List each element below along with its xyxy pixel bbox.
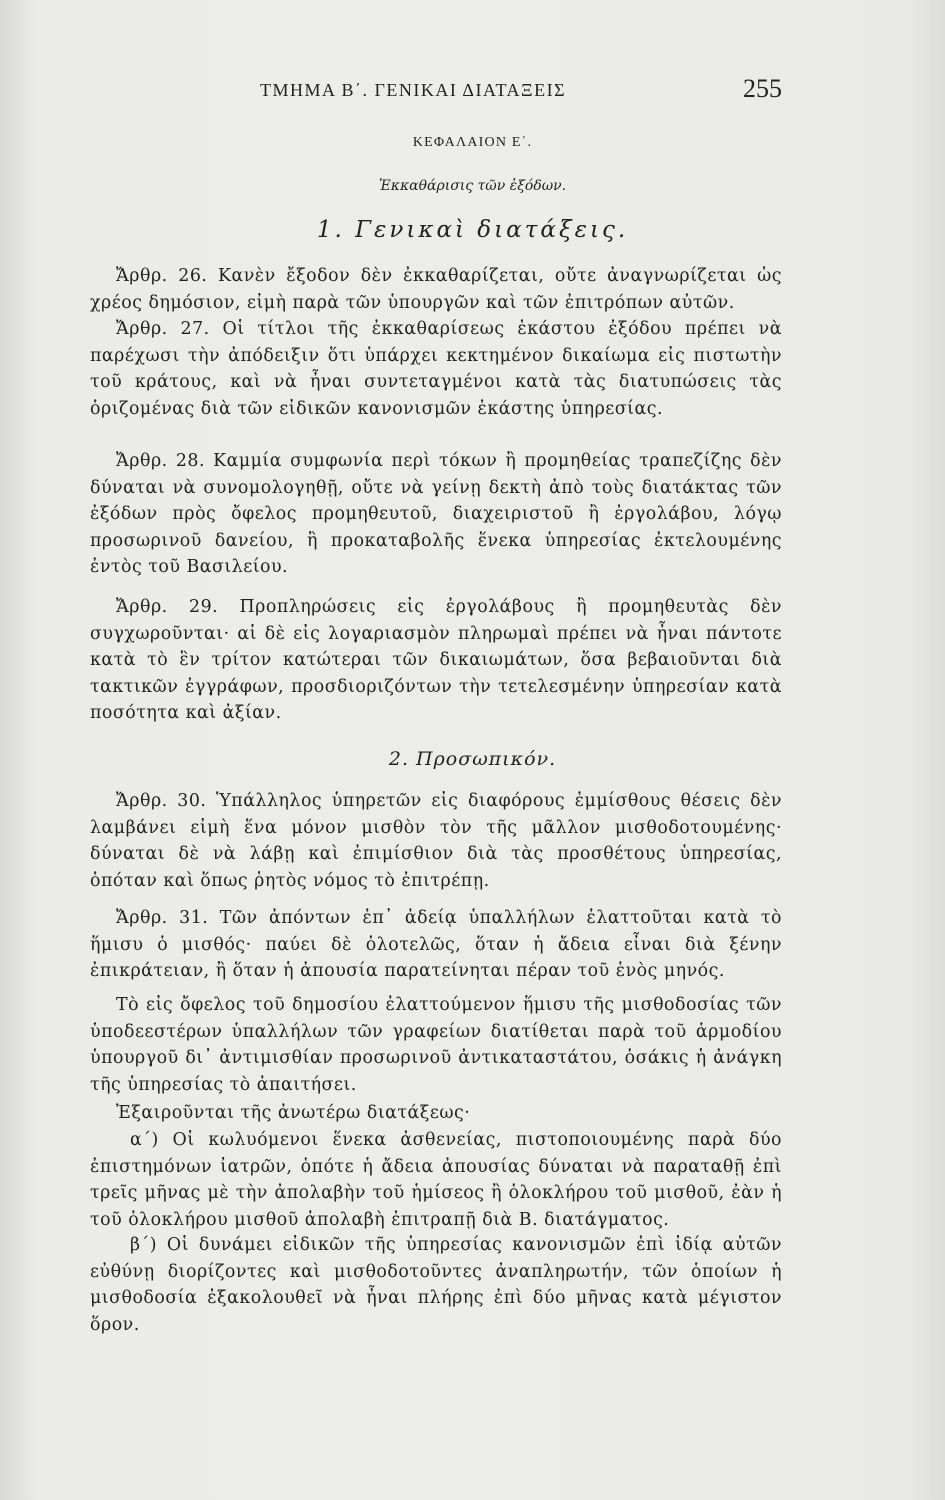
article-28: Ἄρθρ. 28. Καμμία συμφωνία περὶ τόκων ἢ προμηθείας τραπεζίζης δὲν δύναται νὰ συνομολογηθῇ, οὔτε νὰ γείνῃ δεκτὴ ἀπὸ τοὺς διατάκτας τῶν ἐξόδων πρὸς ὄφελος προμηθευτοῦ, διαχειριστοῦ ἢ ἐργολάβου, λόγῳ προσωρινοῦ δανείου, ἢ προκαταβολῆς ἕνεκα ὑπηρεσίας ἐκτελουμένης ἐντὸς τοῦ Βασιλείου. xyxy=(90,451,782,577)
article-27: Ἄρθρ. 27. Οἱ τίτλοι τῆς ἐκκαθαρίσεως ἑκάστου ἐξόδου πρέπει νὰ παρέχωσι τὴν ἀπόδειξιν ὅτι ὑπάρχει κεκτημένον δικαίωμα εἰς πιστωτὴν τοῦ κράτους, καὶ νὰ ἦναι συντεταγμένοι κατὰ τὰς διατυπώσεις τὰς ὁριζομένας διὰ τῶν εἰδικῶν κανονισμῶν ἑκάστης ὑπηρεσίας. xyxy=(90,319,782,419)
article-26: Ἄρθρ. 26. Κανὲν ἔξοδον δὲν ἐκκαθαρίζεται, οὔτε ἀναγνωρίζεται ὡς χρέος δημόσιον, εἰμὴ παρὰ τῶν ὑπουργῶν καὶ τῶν ἐπιτρόπων αὐτῶν. xyxy=(90,266,782,313)
exception-a: α΄) Οἱ κωλυόμενοι ἕνεκα ἀσθενείας, πιστοποιουμένης παρὰ δύο ἐπιστημόνων ἰατρῶν, ὁπότε ἡ ἄδεια ἀπουσίας δύναται νὰ παραταθῇ ἐπὶ τρεῖς μῆνας μὲ τὴν ἀπολαβὴν τοῦ ἡμίσεος ἢ ὁλοκλήρου τοῦ μισθοῦ, ἐὰν ἡ τοῦ ὁλοκλήρου μισθοῦ ἀπολαβὴ ἐπιτραπῇ διὰ Β. διατάγματος. xyxy=(90,1130,782,1230)
exceptions-intro: Ἐξαιροῦνται τῆς ἀνωτέρω διατάξεως· xyxy=(116,1103,471,1123)
article-31-paragraph-2: Τὸ εἰς ὄφελος τοῦ δημοσίου ἐλαττούμενον ἥμισυ τῆς μισθοδοσίας τῶν ὑποδεεστέρων ὑπαλλήλων τῶν γραφείων διατίθεται παρὰ τοῦ ἁρμοδίου ὑπουργοῦ δι᾽ ἀντιμισθίαν προσωρινοῦ ἀντικαταστάτου, ὁσάκις ἡ ἀνάγκη τῆς ὑπηρεσίας τὸ ἀπαιτήσει. xyxy=(90,995,782,1095)
section-heading-general: 1. Γενικαὶ διατάξεις. xyxy=(316,217,629,243)
chapter-title: ΚΕΦΑΛΑΙΟΝ Ε΄. xyxy=(412,135,533,150)
article-31: Ἄρθρ. 31. Τῶν ἀπόντων ἐπ᾽ ἀδείᾳ ὑπαλλήλων ἐλαττοῦται κατὰ τὸ ἥμισυ ὁ μισθός· παύει δὲ ὁλοτελῶς, ὅταν ἡ ἄδεια εἶναι διὰ ξένην ἐπικράτειαν, ἢ ὅταν ἡ ἀπουσία παρατείνηται πέραν τοῦ ἑνὸς μηνός. xyxy=(90,908,782,981)
chapter-subtitle: Ἐκκαθάρισις τῶν ἐξόδων. xyxy=(378,178,567,194)
page-number: 255 xyxy=(743,74,782,103)
page-header xyxy=(92,76,782,116)
article-29: Ἄρθρ. 29. Προπληρώσεις εἰς ἐργολάβους ἢ προμηθευτὰς δὲν συγχωροῦνται· αἱ δὲ εἰς λογαριασμὸν πληρωμαὶ πρέπει νὰ ἦναι πάντοτε κατὰ τὸ ἓν τρίτον κατώτεραι τῶν δικαιωμάτων, ὅσα βεβαιοῦνται διὰ τακτικῶν ἐγγράφων, προσδιοριζόντων τὴν τετελεσμένην ὑπηρεσίαν κατὰ ποσότητα καὶ ἀξίαν. xyxy=(90,597,782,723)
running-head: ΤΜΗΜΑ Β΄. ΓΕΝΙΚΑΙ ΔΙΑΤΑΞΕΙΣ xyxy=(260,80,567,100)
article-30: Ἄρθρ. 30. Ὑπάλληλος ὑπηρετῶν εἰς διαφόρους ἐμμίσθους θέσεις δὲν λαμβάνει εἰμὴ ἕνα μόνον μισθὸν τὸν τῆς μᾶλλον μισθοδοτουμένης· δύναται δὲ νὰ λάβῃ καὶ ἐπιμίσθιον διὰ τὰς προσθέτους ὑπηρεσίας, ὁπόταν καὶ ὅπως ῥητὸς νόμος τὸ ἐπιτρέπῃ. xyxy=(90,791,782,891)
exception-b: β΄) Οἱ δυνάμει εἰδικῶν τῆς ὑπηρεσίας κανονισμῶν ἐπὶ ἰδίᾳ αὐτῶν εὐθύνῃ διορίζοντες καὶ μισθοδοτοῦντες ἀναπληρωτήν, τῶν ὁποίων ἡ μισθοδοσία ἐξακολουθεῖ νὰ ἦναι πλήρης ἐπὶ δύο μῆνας κατὰ μέγιστον ὅρον. xyxy=(90,1235,782,1335)
section-heading-personnel: 2. Προσωπικόν. xyxy=(388,748,557,770)
